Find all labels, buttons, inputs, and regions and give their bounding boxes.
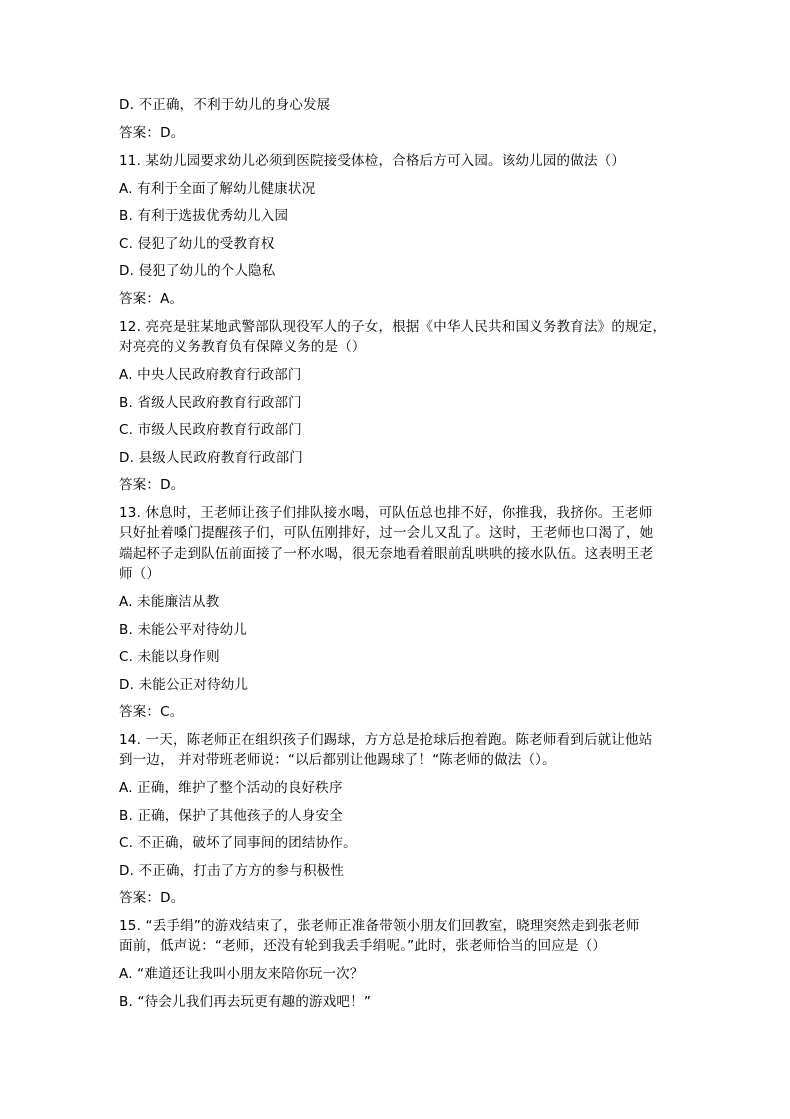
option-d-q13: D. 未能公正对待幼儿 [119, 677, 249, 693]
option-a-q12: A. 中央人民政府教育行政部门 [119, 367, 302, 383]
option-b-q14: B. 正确，保护了其他孩子的人身安全 [119, 808, 343, 824]
question-12-line-2: 对亮亮的义务教育负有保障义务的是（） [119, 339, 366, 355]
option-c-q13: C. 未能以身作则 [119, 649, 220, 665]
answer-q11: 答案：A。 [119, 291, 184, 307]
question-15-line-1: 15. “丢手绢”的游戏结束了，张老师正准备带领小朋友们回教室，晓理突然走到张老师 [119, 918, 640, 934]
option-b-q12: B. 省级人民政府教育行政部门 [119, 395, 302, 411]
answer-q13: 答案：C。 [119, 704, 184, 720]
option-b-q11: B. 有利于选拔优秀幼儿入园 [119, 208, 289, 224]
option-b-q13: B. 未能公平对待幼儿 [119, 622, 248, 638]
answer-q10: 答案：D。 [119, 125, 185, 141]
option-a-q15: A. “难道还让我叫小朋友来陪你玩一次？ [119, 966, 364, 982]
question-13-line-3: 端起杯子走到队伍前面接了一杯水喝，很无奈地看着眼前乱哄哄的接水队伍。这表明王老 [119, 546, 654, 562]
answer-q14: 答案：D。 [119, 890, 185, 906]
question-13-line-2: 只好扯着嗓门提醒孩子们，可队伍刚排好，过一会儿又乱了。这时，王老师也口渴了，她 [119, 525, 654, 541]
option-d-q11: D. 侵犯了幼儿的个人隐私 [119, 263, 276, 279]
question-15-line-2: 面前，低声说：“老师，还没有轮到我丢手绢呢。”此时，张老师恰当的回应是（） [119, 938, 607, 954]
question-13-line-1: 13. 休息时，王老师让孩子们排队接水喝，可队伍总也排不好，你推我，我挤你。王老师 [119, 505, 653, 521]
option-c-q12: C. 市级人民政府教育行政部门 [119, 422, 303, 438]
option-c-q14: C. 不正确，破坏了同事间的团结协作。 [119, 835, 357, 851]
option-d-q10: D. 不正确，不利于幼儿的身心发展 [119, 97, 331, 113]
option-a-q14: A. 正确，维护了整个活动的良好秩序 [119, 780, 343, 796]
question-11: 11. 某幼儿园要求幼儿必须到医院接受体检，合格后方可入园。该幼儿园的做法（） [119, 153, 626, 169]
option-a-q11: A. 有利于全面了解幼儿健康状况 [119, 181, 316, 197]
option-d-q14: D. 不正确，打击了方方的参与积极性 [119, 863, 345, 879]
question-14-line-2: 到一边， 并对带班老师说：“以后都别让他踢球了！“陈老师的做法（）。 [119, 752, 556, 768]
option-a-q13: A. 未能廉洁从教 [119, 594, 220, 610]
question-13-line-4: 师（） [119, 566, 161, 582]
question-14-line-1: 14. 一天，陈老师正在组织孩子们踢球，方方总是抢球后抱着跑。陈老师看到后就让他站 [119, 732, 653, 748]
option-c-q11: C. 侵犯了幼儿的受教育权 [119, 236, 275, 252]
option-d-q12: D. 县级人民政府教育行政部门 [119, 450, 303, 466]
answer-q12: 答案：D。 [119, 477, 185, 493]
option-b-q15: B. “待会儿我们再去玩更有趣的游戏吧！” [119, 994, 372, 1010]
question-12-line-1: 12. 亮亮是驻某地武警部队现役军人的子女，根据《中华人民共和国义务教育法》的规定， [119, 319, 667, 335]
